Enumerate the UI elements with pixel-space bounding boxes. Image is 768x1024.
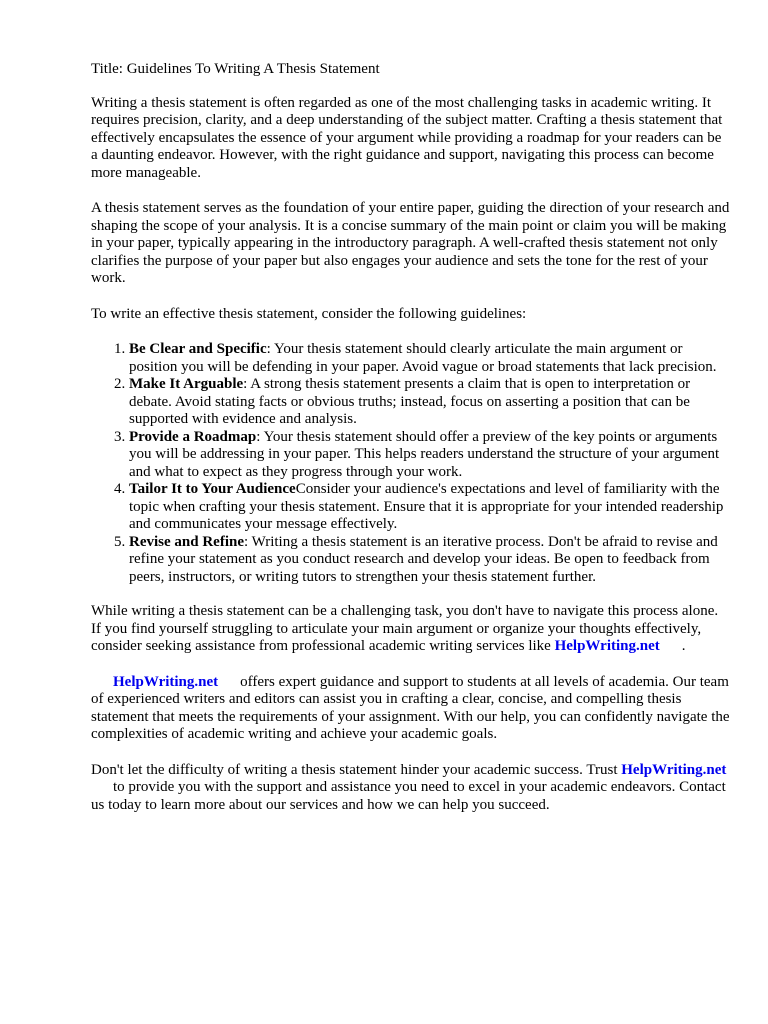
closing-paragraph xyxy=(91,762,731,815)
guideline-title: Make It Arguable xyxy=(129,376,244,392)
guideline-text: : Writing a thesis statement is an iterative process. Don't be afraid to revise and refine your statement as you conduct research and develop your ideas. Be open to feedback from peers, instructors, or writing tutors to strengthen your thesis statement further. xyxy=(129,533,718,585)
help-paragraph-text: While writing a thesis statement can be a challenging task, you don't have to navigate this process alone. If you find yourself struggling to articulate your main argument or organize your thoughts effectively, consider seeking assistance from professional academic writing services like xyxy=(91,603,719,654)
help-paragraph-end: . xyxy=(681,638,686,654)
guideline-text: Consider your audience's expectations and level of familiarity with the topic when crafting your thesis statement. Ensure that it is appropriate for your intended readership and communicates your message effectively. xyxy=(129,481,724,532)
helpwriting-link[interactable]: HelpWriting.net xyxy=(113,673,219,690)
guideline-title: Be Clear and Specific xyxy=(129,341,267,357)
intro-paragraph: Writing a thesis statement is often regarded as one of the most challenging tasks in academic writing. It requires precision, clarity, and a deep understanding of the subject matter. Crafting a thesis statement that effectively encapsulates the essence of your argument while providing a roadmap for your readers can be a daunting endeavor. However, with the right guidance and support, navigating this process can become more manageable. xyxy=(91,94,723,181)
guideline-title: Provide a Roadmap xyxy=(129,428,257,445)
help-paragraph xyxy=(91,603,731,656)
guideline-text: : Your thesis statement should clearly articulate the main argument or position you will be defending in your paper. Avoid vague or broad statements that lack precision. xyxy=(129,341,717,375)
list-item xyxy=(129,534,731,587)
foundation-paragraph: A thesis statement serves as the foundation of your entire paper, guiding the direction of your research and shaping the scope of your analysis. It is a concise summary of the main point or claim you will be making in your paper, typically appearing in the introductory paragraph. A well-crafted thesis statement not only clarifies the purpose of your paper but also engages your audience and sets the tone for the rest of your work. xyxy=(91,200,730,286)
helpwriting-link[interactable]: HelpWriting.net xyxy=(554,638,660,654)
guideline-text: : Your thesis statement should offer a preview of the key points or arguments you will be addressing in your paper. This helps readers understand the structure of your argument and what to expect as they progress through your work. xyxy=(129,428,720,480)
guideline-text: : A strong thesis statement presents a claim that is open to interpretation or debate. Avoid stating facts or obvious truths; instead, focus on asserting a position that can be supported with evidence and analysis. xyxy=(129,376,691,427)
list-item xyxy=(129,341,731,376)
list-item xyxy=(129,376,731,429)
document-title: Title: Guidelines To Writing A Thesis Statement xyxy=(91,61,380,77)
service-paragraph xyxy=(91,674,731,744)
guidelines-intro: To write an effective thesis statement, consider the following guidelines: xyxy=(91,305,527,322)
guideline-title: Revise and Refine xyxy=(129,533,244,550)
document-body xyxy=(91,61,731,832)
service-paragraph-text: offers expert guidance and support to students at all levels of academia. Our team of experienced writers and editors can assist you in crafting a clear, concise, and compelling thesis statement that meets the requirements of your assignment. With our help, you can confidently navigate the complexities of academic writing and achieve your academic goals. xyxy=(91,673,730,742)
list-item xyxy=(129,429,731,482)
guidelines-list xyxy=(91,341,731,586)
closing-paragraph-start: Don't let the difficulty of writing a thesis statement hinder your academic success. Trust xyxy=(91,761,618,778)
closing-paragraph-end: to provide you with the support and assistance you need to excel in your academic endeavors. Contact us today to learn more about our services and how we can help you succeed. xyxy=(91,779,726,813)
guideline-title: Tailor It to Your Audience xyxy=(129,481,296,497)
list-item xyxy=(129,481,731,534)
helpwriting-link[interactable]: HelpWriting.net xyxy=(621,761,727,778)
